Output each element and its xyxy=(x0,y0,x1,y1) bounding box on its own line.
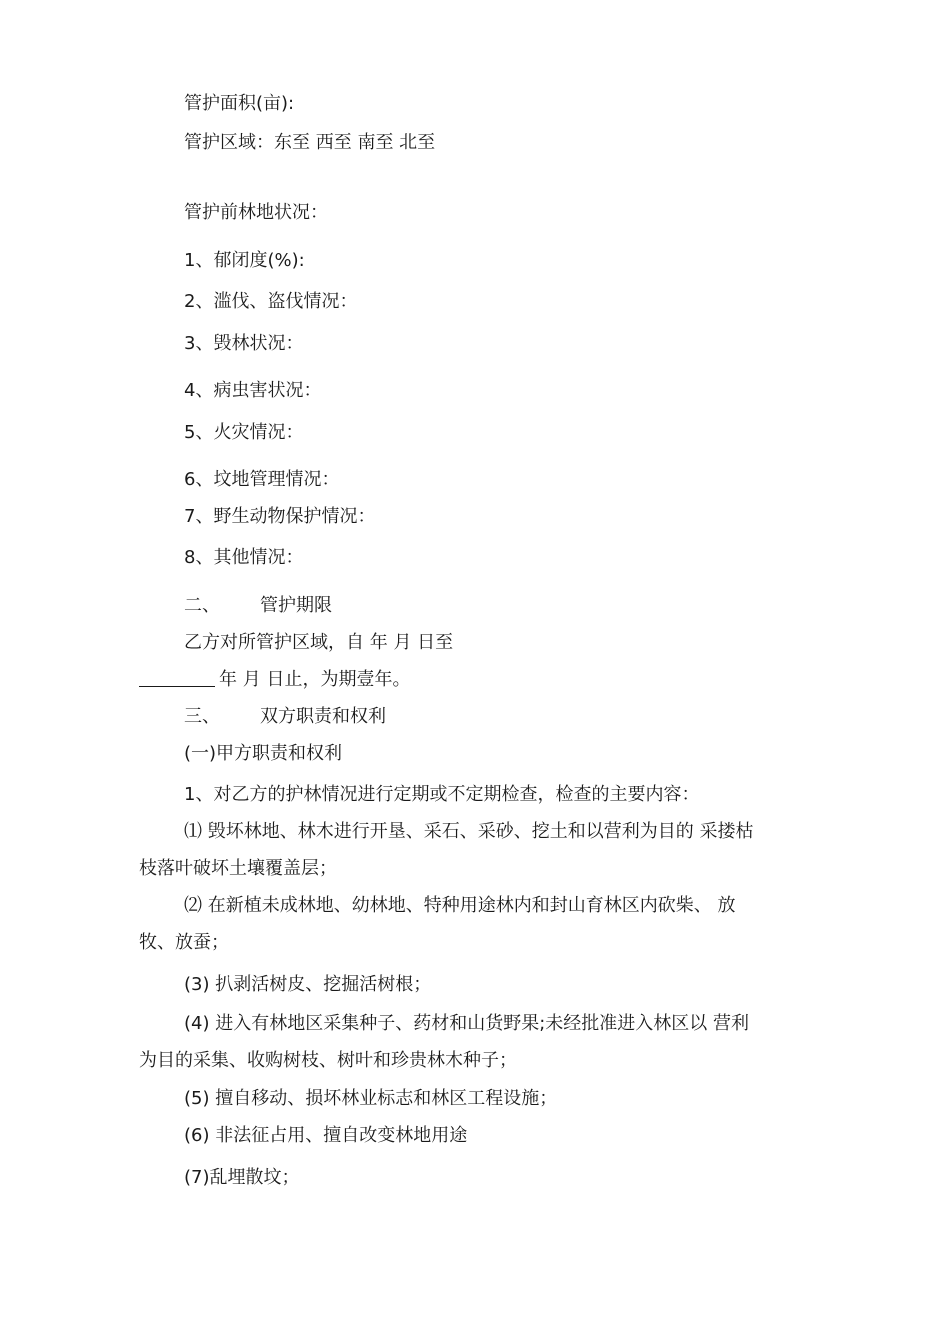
item-5: 5、火灾情况： xyxy=(184,422,304,443)
item-1: 1、郁闭度(%): xyxy=(184,250,305,271)
item-6: 6、坟地管理情况： xyxy=(184,469,340,490)
clause-1-line-2: 枝落叶破坏土壤覆盖层； xyxy=(139,858,337,879)
area-line: 管护面积(亩): xyxy=(184,93,295,114)
clause-4-line-2: 为目的采集、收购树枝、树叶和珍贵林木种子； xyxy=(139,1050,517,1071)
clause-1-line-1: ⑴ 毁坏林地、林木进行开垦、采石、采砂、挖土和以营利为目的 采搂枯 xyxy=(184,821,754,842)
item-8: 8、其他情况： xyxy=(184,547,304,568)
item-4: 4、病虫害状况： xyxy=(184,380,322,401)
section-2-heading xyxy=(184,594,332,618)
clause-7: (7)乱埋散坟； xyxy=(184,1167,300,1188)
term-text-2 xyxy=(139,668,410,692)
clause-3: (3) 扒剥活树皮、挖掘活树根； xyxy=(184,974,432,995)
term-text-1: 乙方对所管护区域，自 年 月 日至 xyxy=(184,632,454,653)
section-2-title: 管护期限 xyxy=(260,595,332,616)
clause-5: (5) 擅自移动、损坏林业标志和林区工程设施； xyxy=(184,1088,558,1109)
item-3: 3、毁林状况： xyxy=(184,333,304,354)
clause-2-line-1: ⑵ 在新植未成林地、幼林地、特种用途林内和封山育林区内砍柴、 放 xyxy=(184,895,736,916)
subsection-1-heading: (一)甲方职责和权利 xyxy=(184,743,343,764)
clause-2-line-2: 牧、放蚕； xyxy=(139,932,229,953)
section-3-heading xyxy=(184,705,386,729)
blank-underline xyxy=(139,668,215,687)
section-2-number: 二、 xyxy=(184,595,220,616)
item-7: 7、野生动物保护情况： xyxy=(184,506,376,527)
term-text-2-content: 年 月 日止，为期壹年。 xyxy=(219,669,411,690)
paragraph-1: 1、对乙方的护林情况进行定期或不定期检查，检查的主要内容： xyxy=(184,784,700,805)
section-3-title: 双方职责和权利 xyxy=(260,706,386,727)
section-3-number: 三、 xyxy=(184,706,220,727)
item-2: 2、滥伐、盗伐情况： xyxy=(184,291,358,312)
clause-4-line-1: (4) 进入有林地区采集种子、药材和山货野果;未经批准进入林区以 营利 xyxy=(184,1013,750,1034)
region-line: 管护区域：东至 西至 南至 北至 xyxy=(184,132,436,153)
clause-6: (6) 非法征占用、擅自改变林地用途 xyxy=(184,1125,468,1146)
prior-status-heading: 管护前林地状况： xyxy=(184,202,328,223)
